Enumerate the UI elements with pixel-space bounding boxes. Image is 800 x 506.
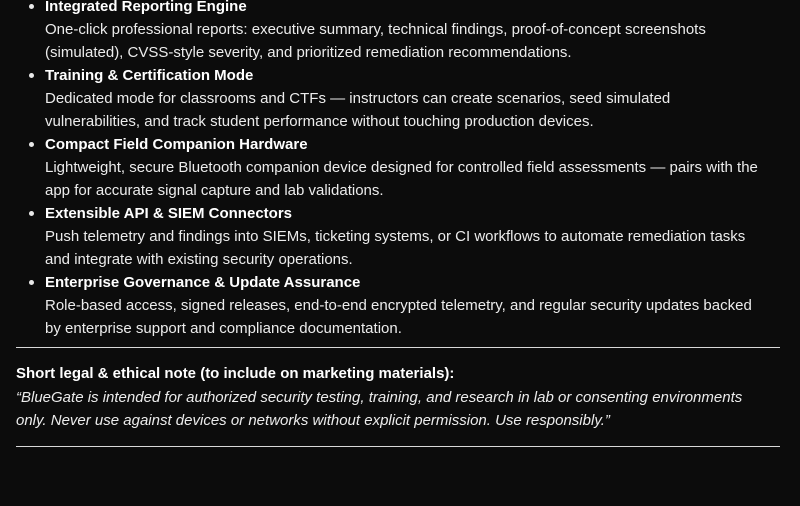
feature-description-line: Dedicated mode for classrooms and CTFs — instructors can create scenarios, seed simulated	[45, 90, 671, 107]
feature-description-line: and integrate with existing security operations.	[45, 251, 353, 268]
legal-quote-line: only. Never use against devices or networks without explicit permission. Use responsibly.”	[16, 412, 610, 429]
feature-item	[45, 271, 785, 340]
feature-item	[45, 64, 785, 133]
feature-description-line: (simulated), CVSS-style severity, and prioritized remediation recommendations.	[45, 44, 572, 61]
feature-description-line: vulnerabilities, and track student performance without touching production devices.	[45, 113, 594, 130]
horizontal-divider	[16, 446, 780, 447]
feature-title: Enterprise Governance & Update Assurance	[45, 274, 361, 291]
legal-quote-line: “BlueGate is intended for authorized security testing, training, and research in lab or consenting environments	[16, 389, 743, 406]
feature-description-line: app for accurate signal capture and lab validations.	[45, 182, 384, 199]
feature-description-line: Lightweight, secure Bluetooth companion device designed for controlled field assessments — pairs with the	[45, 159, 758, 176]
feature-title: Extensible API & SIEM Connectors	[45, 205, 292, 222]
bullet-icon	[29, 73, 34, 78]
feature-item	[45, 202, 785, 271]
bullet-icon	[29, 142, 34, 147]
bullet-icon	[29, 4, 34, 9]
feature-title: Integrated Reporting Engine	[45, 0, 247, 15]
feature-item	[45, 0, 785, 64]
feature-description-line: Role-based access, signed releases, end-to-end encrypted telemetry, and regular security updates backed	[45, 297, 752, 314]
feature-description-line: by enterprise support and compliance documentation.	[45, 320, 402, 337]
legal-note-quote	[16, 386, 780, 432]
bullet-icon	[29, 211, 34, 216]
legal-note-heading: Short legal & ethical note (to include on marketing materials):	[16, 365, 455, 382]
bullet-icon	[29, 280, 34, 285]
legal-note	[0, 348, 796, 432]
feature-description-line: Push telemetry and findings into SIEMs, ticketing systems, or CI workflows to automate remediation tasks	[45, 228, 746, 245]
feature-title: Compact Field Companion Hardware	[45, 136, 308, 153]
feature-item	[45, 133, 785, 202]
feature-description-line: One-click professional reports: executive summary, technical findings, proof-of-concept screenshots	[45, 21, 706, 38]
feature-title: Training & Certification Mode	[45, 67, 254, 84]
